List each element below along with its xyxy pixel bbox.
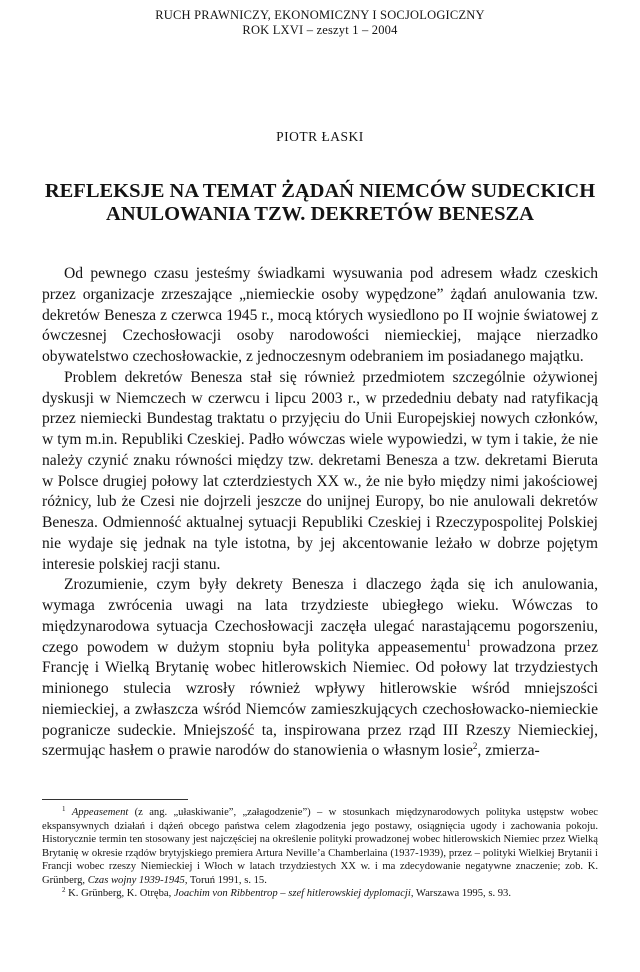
paragraph-3: [42, 575, 598, 762]
footnote-2-text-a: K. Grünberg, K. Otręba,: [65, 888, 174, 899]
footnote-2-number: 2: [62, 886, 66, 894]
footnote-1-text-b: , Toruń 1991, s. 15.: [184, 874, 267, 886]
footnote-2-book: Joachim von Ribbentrop – szef hitlerowskiej dyplomacji: [173, 888, 411, 899]
footnotes: [42, 806, 598, 901]
issue-info: ROK LXVI – zeszyt 1 – 2004: [242, 23, 398, 37]
journal-title: RUCH PRAWNICZY, EKONOMICZNY I SOCJOLOGICZNY: [155, 8, 485, 22]
footnote-2: [42, 887, 598, 901]
footnote-ref-1[interactable]: 1: [466, 637, 471, 648]
footnote-divider: [42, 799, 188, 800]
title-line-2: ANULOWANIA TZW. DEKRETÓW BENESZA: [106, 203, 534, 225]
footnote-2-text-b: , Warszawa 1995, s. 93.: [410, 888, 511, 899]
paragraph-2: Problem dekretów Benesza stał się również przedmiotem szczególnie ożywionej dyskusji w Niemczech w czerwcu i lipcu 2003 r., w przededniu debaty nad ratyfikacją przez niemiecki Bundestag traktatu o przyjęciu do Unii Europejskiej nowych członków, w tym m.in. Republiki Czeskiej. Padło wówczas wiele wypowiedzi, w tym i takie, że nie należy czynić znaku równości między tzw. dekretami Benesza a tzw. dekretami Bieruta w Polsce drugiej połowy lat czterdziestych XX w., że nie było między nimi jakościowej różnicy, lub że Czesi nie dojrzeli jeszcze do unijnej Europy, bo nie anulowali dekretów Benesza. Odmienność aktualnej sytuacji Republiki Czeskiej i Rzeczypospolitej Polskiej nie wydaje się jednak na tyle istotna, by jej akcentowanie leżało w dobrze pojętym interesie polskiej racji stanu.: [42, 368, 598, 573]
author-name: PIOTR ŁASKI: [276, 129, 364, 144]
footnote-1: [42, 806, 598, 887]
running-header: [0, 8, 640, 38]
paragraph-3-part-b: prowadzona przez Francję i Wielką Brytanię wobec hitlerowskich Niemiec. Od połowy lat trzydziestych minionego stulecia wzrosły również wpływy hitlerowskie wśród mniejszości niemieckiej, a zwłaszcza wśród Niemców zamieszkujących czechosłowacko-niemieckie pogranicze sudeckie. Mniejszość ta, inspirowana przez rząd III Rzeszy Niemieckiej, szermując hasłem o prawie narodów do stanowienia o własnym losie: [42, 638, 598, 760]
footnote-1-term: Appeasement: [71, 807, 129, 818]
footnote-1-number: 1: [62, 805, 66, 813]
article-title: [30, 180, 610, 226]
footnote-1-book: Czas wojny 1939-1945: [87, 874, 185, 886]
footnote-1-text-a: (z ang. „ułaskiwanie”, „załagodzenie”) – w stosunkach międzynarodowych polityka ustępstw wobec ekspansywnych działań i dążeń obcego państwa celem złagodzenia jego postawy, osiągnięcia ugody i zachowania pokoju. Historycznie termin ten stosowany jest najczęściej na określenie polityki prowadzonej wobec hitlerowskich Niemiec przez Wielką Brytanię w okresie rządów brytyjskiego premiera Artura Neville’a Chamberlaina (1937-1939), przez – polityki Wielkiej Brytanii i Francji wobec rzeszy Niemieckiej i Włoch w latach trzydziestych XX w. i ma zdecydowanie negatywne znaczenie; zob. K. Grünberg,: [42, 807, 598, 886]
paragraph-3-part-c: , zmierza-: [477, 742, 540, 760]
paragraph-3-part-a: Zrozumienie, czym były dekrety Benesza i dlaczego żąda się ich anulowania, wymaga zwrócenia uwagi na lata trzydzieste ubiegłego wieku. Wówczas to międzynarodowa sytuacja Czechosłowacji zaczęła ulegać narastającemu pogorszeniu, czego powodem w dużym stopniu była polityka appeasementu: [42, 576, 598, 656]
title-line-1: REFLEKSJE NA TEMAT ŻĄDAŃ NIEMCÓW SUDECKICH: [44, 180, 596, 202]
paragraph-1: Od pewnego czasu jesteśmy świadkami wysuwania pod adresem władz czeskich przez organizacje zrzeszające „niemieckie osoby wypędzone” żądań anulowania tzw. dekretów Benesza z czerwca 1945 r., mocą których wysiedlono po II wojnie światowej z ówczesnej Czechosłowacji osoby narodowości niemieckiej, mające nierzadko obywatelstwo czechosłowackie, z jednoczesnym odebraniem im posiadanego majątku.: [42, 265, 598, 365]
article-body: [42, 264, 598, 762]
footnote-ref-2[interactable]: 2: [472, 741, 478, 752]
